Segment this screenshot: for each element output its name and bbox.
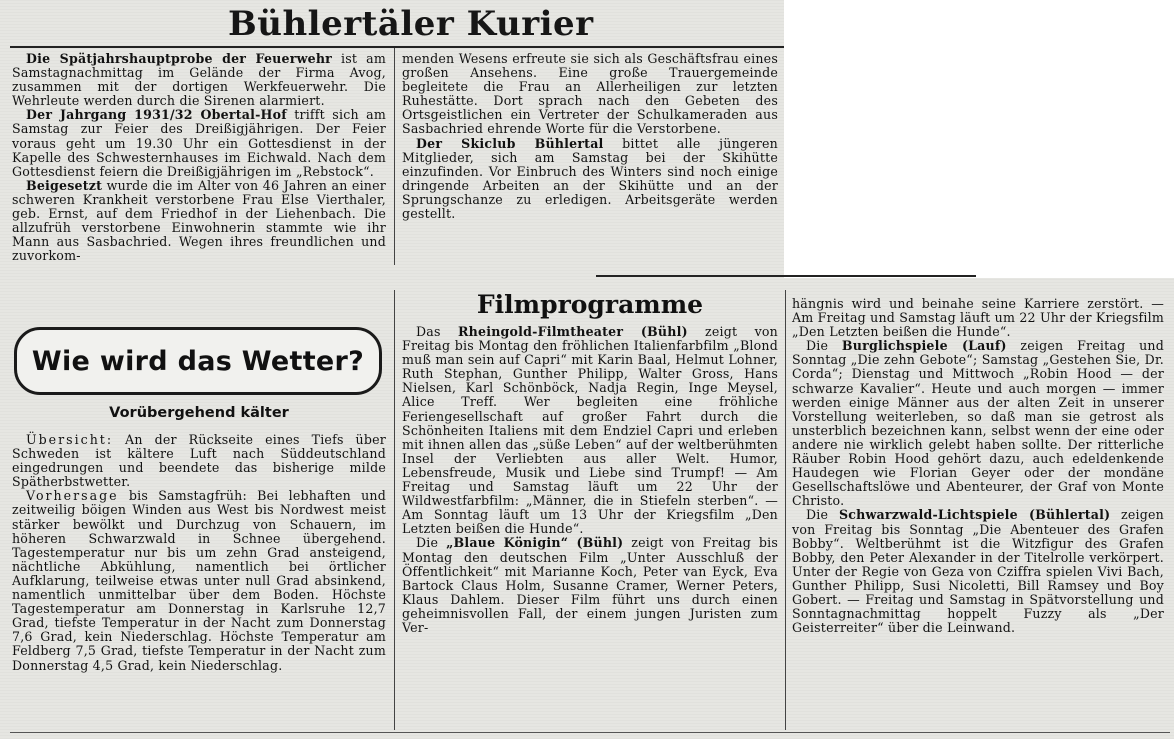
blank-area [784,0,1174,278]
cinema-name: „Blaue Königin“ (Bühl) [446,535,624,551]
cinema-name: Schwarzwald-Lichtspiele (Bühlertal) [838,507,1111,523]
local-news-column-2 [402,52,778,221]
film-text: zeigen von Freitag bis Sonntag „Die Abenteuer des Grafen Bobby“. Weltberühmt ist die Witzfigur des Grafen Bobby, den Peter Alexander in der Titelrolle verkörpert. Unter der Regie von Geza von Cziffra spielen Vivi Bach, Gunther Philipp, Susi Nicoletti, Bill Ramsey und Boy Gobert. — Freitag und Samstag in Spätvorstellung und Sonntagnachmittag hoppelt Fuzzy als „Der Geisterreiter“ über die Leinwand. [792,507,1164,636]
film-text: zeigt von Freitag bis Montag den deutschen Film „Unter Ausschluß der Öffentlichkeit“ mit Marianne Koch, Peter van Eyck, Eva Bartock Claus Holm, Susanne Cramer, Werner Peters, Klaus Dahlem. Dieser Film führt uns durch einen geheimnisvollen Fall, der einem jungen Juristen zum Ver- [402,535,779,635]
overview-label: Übersicht: [26,432,114,447]
cinema-name: Burglichspiele (Lauf) [841,338,1007,354]
weather-header-box [14,327,382,395]
news-item [12,179,386,264]
film-item [792,508,1164,635]
masthead: Bühlertäler Kurier [228,4,594,44]
film-continuation: hängnis wird und beinahe seine Karriere zerstört. — Am Freitag und Samstag läuft um 22 Uhr der Kriegsfilm „Den Letzten beißen die Hunde“. [792,296,1164,340]
film-item [402,536,778,635]
news-lead: Der Jahrgang 1931/32 Obertal-Hof [26,107,287,123]
local-news-column [12,52,386,263]
film-column [402,325,778,635]
film-section-title: Filmprogramme [476,290,704,319]
weather-forecast [12,489,386,672]
section-rule [596,275,976,277]
news-text: bittet alle jüngeren Mitglieder, sich am Samstag bei der Skihütte einzufinden. Vor Einbruch des Winters sind noch einige dringende Arbeiten an der Skihütte und an der Sprungschanze zu erledigen. Arbeitsgeräte werden gestellt. [402,135,778,222]
weather-title: Wie wird das Wetter? [31,345,365,377]
news-text: wurde die im Alter von 46 Jahren an einer schweren Krankheit verstorbene Frau Else Vierthaler, geb. Ernst, auf dem Friedhof in der Liehenbach. Die allzufrüh verstorbene Einwohnerin stammte wie ihr Mann aus Sasbachried. Wegen ihres freundlichen und zuvorkom- [12,177,386,264]
news-item [12,108,386,178]
forecast-label: Vorhersage [26,488,119,504]
news-text: trifft sich am Samstag zur Feier des Dreißigjährigen. Der Feier voraus geht um 19.30 Uhr ein Gottesdienst in der Kapelle des Schwesternhauses im Eichwald. Nach dem Gottesdienst feiern die Dreißigjährigen im „Rebstock“. [12,107,386,179]
bottom-rule [10,732,1170,733]
news-item [12,52,386,108]
news-lead: Beigesetzt [26,177,103,193]
column-divider [394,48,395,265]
news-item [402,137,778,222]
weather-column [12,433,386,673]
news-lead: Der Skiclub Bühlertal [416,135,604,151]
film-pre: Die [416,535,447,551]
weather-overview [12,433,386,489]
top-rule [10,46,784,48]
news-continuation: menden Wesens erfreute sie sich als Geschäftsfrau eines großen Ansehens. Eine große Trauergemeinde begleitete die Frau an Allerheiligen zur letzten Ruhestätte. Dort sprach nach den Gebeten des Ortsgeistlichen ein Vertreter der Schulkameraden aus Sasbachried ehrende Worte für die Verstorbene. [402,51,778,137]
column-divider [785,290,786,730]
forecast-text: bis Samstagfrüh: Bei lebhaften und zeitweilig böigen Winden aus West bis Nordwest meist stärker bewölkt und Durchzug von Schauern, im höheren Schwarzwald in Schnee übergehend. Tagestemperatur nur bis um zehn Grad ansteigend, nächtliche Abkühlung, namentlich bei örtlicher Aufklarung, teilweise etwas unter null Grad absinkend, namentlich unmittelbar über dem Boden. Höchste Tagestemperatur am Donnerstag in Karlsruhe 12,7 Grad, tiefste Temperatur in der Nacht zum Donnerstag 7,6 Grad, kein Niederschlag. Höchste Temperatur am Feldberg 7,5 Grad, tiefste Temperatur in der Nacht zum Donnerstag 4,5 Grad, kein Niederschlag. [12,488,386,673]
weather-subtitle: Vorübergehend kälter [109,405,289,421]
film-item [792,339,1164,508]
film-pre: Die [806,338,842,354]
film-column-2 [792,297,1164,635]
film-item [402,325,778,536]
film-text: zeigt von Freitag bis Montag den fröhlichen Italienfarbfilm „Blond muß man sein auf Capri“ mit Karin Baal, Helmut Lohner, Ruth Stephan, Gunther Philipp, Walter Gross, Hans Nielsen, Karl Schönböck, Nadja Regin, Inge Meysel, Alice Treff. Wer begleiten eine fröhliche Feriengesellschaft auf großer Fahrt durch die Schönheiten Italiens mit dem Endziel Capri und erleben mit ihnen allen das „süße Leben“ auf der weltberühmten Insel der Verliebten aus aller Welt. Humor, Lebensfreude, Musik und Liebe sind Trumpf! — Am Freitag und Samstag läuft um 22 Uhr der Wildwestfarbfilm: „Männer, die in Stiefeln sterben“. — Am Sonntag läuft um 13 Uhr der Kriegsfilm „Den Letzten beißen die Hunde“. [402,324,778,537]
news-lead: Die Spätjahrshauptprobe der Feuerwehr [26,51,333,66]
film-pre: Das [416,324,458,339]
cinema-name: Rheingold-Filmtheater (Bühl) [457,324,688,339]
overview-text: An der Rückseite eines Tiefs über Schweden ist kältere Luft nach Süddeutschland eingedrungen und beendete das bisherige milde Spätherbstwetter. [12,432,386,490]
column-divider [394,290,395,730]
film-text: zeigen Freitag und Sonntag „Die zehn Gebote“; Samstag „Gestehen Sie, Dr. Corda“; Dienstag und Mittwoch „Robin Hood — der schwarze Kavalier“. Heute und auch morgen — immer werden einige Männer aus der alten Zeit in unserer Vorstellung weiterleben, so daß man sie getrost als unsterblich bezeichnen kann, selbst wenn der eine oder andere nie wirklich gelebt haben sollte. Der ritterliche Räuber Robin Hood gehört dazu, auch edeldenkende Haudegen wie Florian Geyer oder der mondäne Gesellschaftslöwe und Abenteurer, der Graf von Monte Christo. [792,338,1164,509]
film-pre: Die [806,507,839,523]
news-text: ist am Samstagnachmittag im Gelände der Firma Avog, zusammen mit der dortigen Werkfeuerwehr. Die Wehrleute werden durch die Sirenen alarmiert. [12,51,386,109]
